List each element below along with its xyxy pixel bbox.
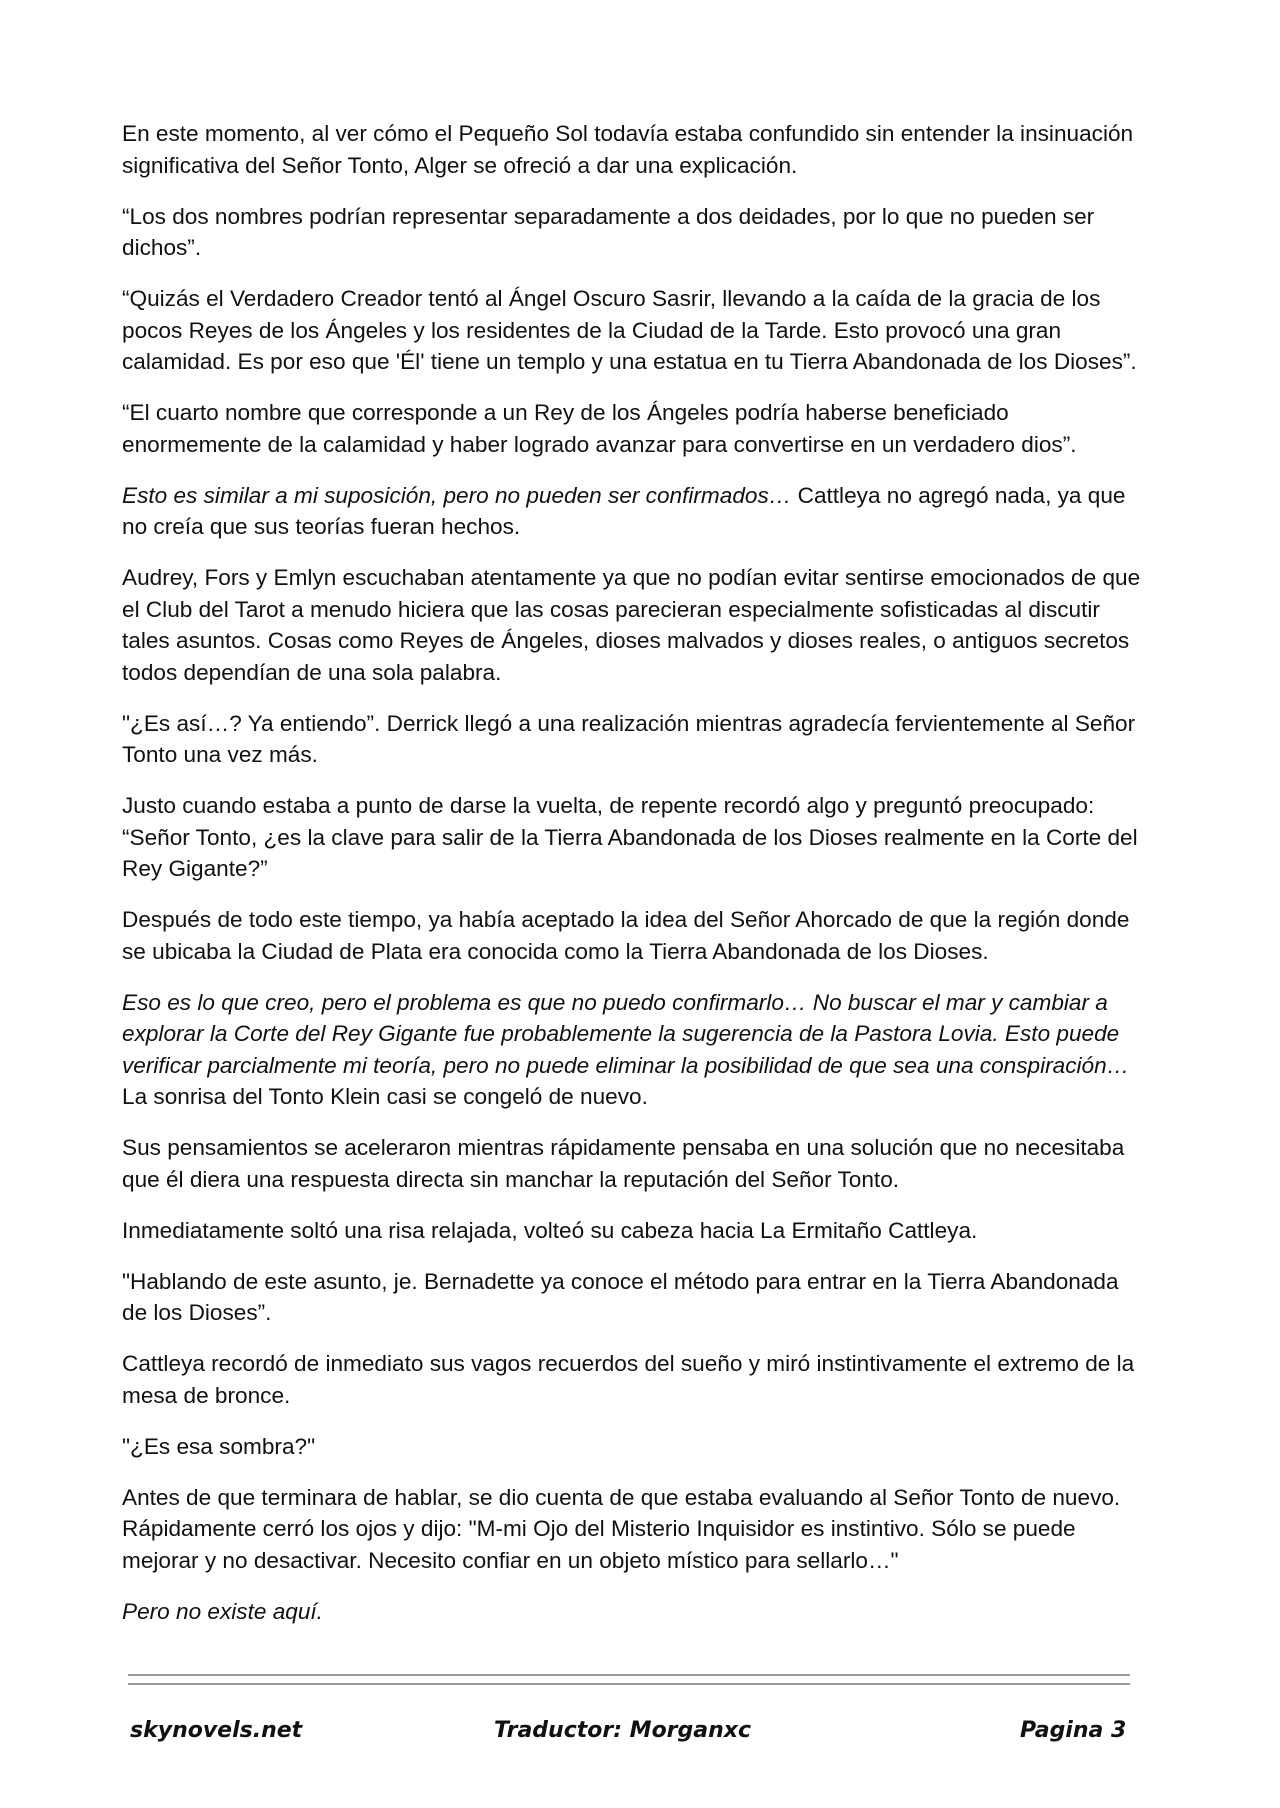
footer-page-number: Pagina 3 <box>1020 1718 1127 1743</box>
paragraph <box>122 987 1142 1113</box>
paragraph <box>122 480 1142 543</box>
paragraph <box>122 790 1142 885</box>
paragraph <box>122 1132 1142 1195</box>
paragraph <box>122 1431 1142 1463</box>
paragraph-text: “El cuarto nombre que corresponde a un Rey de los Ángeles podría haberse beneficiado enormemente de la calamidad y haber logrado avanzar para convertirse en un verdadero dios”. <box>122 400 1077 457</box>
paragraph-text: Antes de que terminara de hablar, se dio cuenta de que estaba evaluando al Señor Tonto de nuevo. Rápidamente cerró los ojos y dijo: "M-mi Ojo del Misterio Inquisidor es instintivo. Sólo se puede mejorar y no desactivar. Necesito confiar en un objeto místico para sellarlo…" <box>122 1484 1121 1573</box>
paragraph <box>122 283 1142 378</box>
paragraph-text: Sus pensamientos se aceleraron mientras rápidamente pensaba en una solución que no necesitaba que él diera una respuesta directa sin manchar la reputación del Señor Tonto. <box>122 1135 1125 1192</box>
paragraph-text: Inmediatamente soltó una risa relajada, volteó su cabeza hacia La Ermitaño Cattleya. <box>122 1217 978 1243</box>
footer-site-name: skynovels.net <box>130 1718 303 1743</box>
paragraph-text: "¿Es esa sombra?" <box>122 1433 316 1459</box>
paragraph-italic-text: Esto es similar a mi suposición, pero no pueden ser confirmados… <box>122 482 792 508</box>
paragraph-italic-text: Pero no existe aquí. <box>122 1598 323 1624</box>
paragraph-text: “Los dos nombres podrían representar separadamente a dos deidades, por lo que no pueden ser dichos”. <box>122 203 1095 260</box>
paragraph <box>122 1596 1142 1628</box>
paragraph-text: La sonrisa del Tonto Klein casi se congeló de nuevo. <box>122 1084 648 1109</box>
document-body <box>122 118 1142 1647</box>
paragraph <box>122 118 1142 181</box>
paragraph <box>122 1482 1142 1577</box>
footer-divider-top <box>128 1674 1130 1676</box>
paragraph-text: Audrey, Fors y Emlyn escuchaban atentamente ya que no podían evitar sentirse emocionados de que el Club del Tarot a menudo hiciera que las cosas parecieran especialmente sofisticadas al discutir tales asuntos. Cosas como Reyes de Ángeles, dioses malvados y dioses reales, o antiguos secretos todos dependían de una sola palabra. <box>122 565 1141 685</box>
paragraph-text: "Hablando de este asunto, je. Bernadette ya conoce el método para entrar en la Tierra Abandonada de los Dioses”. <box>122 1268 1119 1325</box>
paragraph-text: Cattleya no agregó nada, ya que no creía que sus teorías fueran hechos. <box>122 482 1126 539</box>
paragraph-text: "¿Es así…? Ya entiendo”. Derrick llegó a una realización mientras agradecía fervientemente al Señor Tonto una vez más. <box>122 710 1136 767</box>
paragraph <box>122 1266 1142 1329</box>
paragraph-italic-text: Eso es lo que creo, pero el problema es que no puedo confirmarlo… No buscar el mar y cambiar a explorar la Corte del Rey Gigante fue probablemente la sugerencia de la Pastora Lovia. Esto puede verificar parcialmente mi teoría, pero no puede eliminar la posibilidad de que sea una conspiración… <box>122 989 1130 1078</box>
paragraph-text: En este momento, al ver cómo el Pequeño Sol todavía estaba confundido sin entender la insinuación significativa del Señor Tonto, Alger se ofreció a dar una explicación. <box>122 121 1134 178</box>
paragraph <box>122 904 1142 967</box>
paragraph-text: Cattleya recordó de inmediato sus vagos recuerdos del sueño y miró instintivamente el extremo de la mesa de bronce. <box>122 1351 1135 1408</box>
paragraph <box>122 1348 1142 1411</box>
paragraph <box>122 1215 1142 1247</box>
paragraph-text: “Quizás el Verdadero Creador tentó al Ángel Oscuro Sasrir, llevando a la caída de la gracia de los pocos Reyes de los Ángeles y los residentes de la Ciudad de la Tarde. Esto provocó una gran calamidad. Es por eso que 'Él' tiene un templo y una estatua en tu Tierra Abandonada de los Dioses”. <box>122 286 1137 374</box>
paragraph-text: Justo cuando estaba a punto de darse la vuelta, de repente recordó algo y preguntó preocupado: “Señor Tonto, ¿es la clave para salir de la Tierra Abandonada de los Dioses realmente en la Corte del Rey Gigante?” <box>122 793 1138 881</box>
footer-divider-bottom <box>128 1683 1130 1685</box>
paragraph <box>122 201 1142 264</box>
paragraph <box>122 562 1142 688</box>
paragraph-text: Después de todo este tiempo, ya había aceptado la idea del Señor Ahorcado de que la región donde se ubicaba la Ciudad de Plata era conocida como la Tierra Abandonada de los Dioses. <box>122 907 1130 964</box>
paragraph <box>122 708 1142 771</box>
footer-translator: Traductor: Morganxc <box>494 1718 752 1743</box>
paragraph <box>122 397 1142 460</box>
